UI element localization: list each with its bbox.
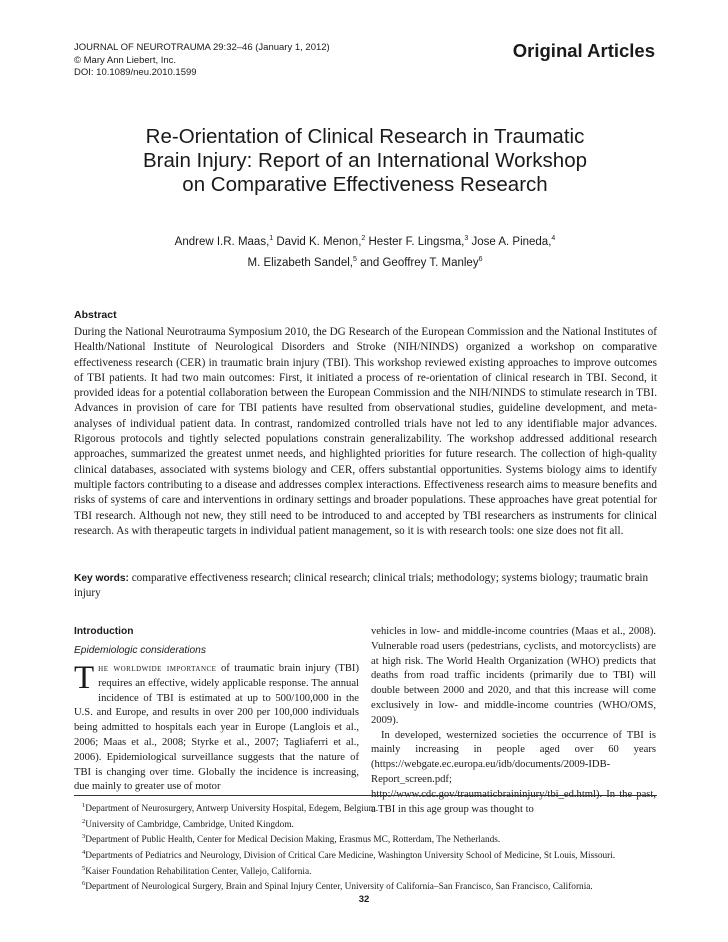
author-name: David K. Menon, [276, 235, 362, 248]
title-line: on Comparative Effectiveness Research [182, 173, 548, 196]
footnote-mark: 6 [82, 880, 86, 888]
small-caps-lead: he worldwide importance [98, 663, 217, 674]
footnote-text: University of Cambridge, Cambridge, United Kingdom. [85, 819, 294, 830]
author-name: and Geoffrey T. Manley [360, 256, 479, 269]
abstract-text: During the National Neurotrauma Symposium 2010, the DG Research of the European Commission and the National Institutes of Health/National Institute of Neurological Disorders and Stroke (NIH/NINDS) organized a workshop on comparative effectiveness research (CER) in traumatic brain injury (TBI). This workshop reviewed existing approaches to improve outcomes of TBI patients. It had two main outcomes: First, it initiated a process of re-orientation of clinical research in TBI. Second, it provided ideas for a potential collaboration between the European Commission and the NIH/NINDS to stimulate research in TBI. Advances in provision of care for TBI patients have resulted from observational studies, guideline development, and meta-analyses of individual patient data. In contrast, randomized controlled trials have not led to any identifiable major advances. Rigorous protocols and tightly selected populations constrain generalizability. The workshop addressed additional research approaches, summarized the greatest unmet needs, and highlighted priorities for future research. The collection of high-quality clinical databases, associated with systems biology and CER, offers substantial opportunities. Systems biology aims to identify multiple factors contributing to a disease and addresses complex interactions. Effectiveness research aims to measure benefits and risks of systems of care and interventions in ordinary settings and broader populations. These approaches have great potential for TBI research. Although not new, they still need to be introduced to and accepted by TBI researchers as instruments for clinical research. As with therapeutic targets in individual patient management, so it is with research tools: one size does not fit all. [74, 326, 657, 537]
author-line-1 [74, 230, 656, 251]
affiliation-mark: 6 [478, 255, 483, 263]
article-title [74, 125, 656, 197]
keywords-text: comparative effectiveness research; clinical research; clinical trials; methodology; systems biology; traumatic brain injury [74, 572, 649, 600]
footnote [74, 816, 657, 832]
author-name: Andrew I.R. Maas, [174, 235, 270, 248]
affiliation-mark: 4 [551, 235, 556, 242]
keywords-label: Key words: [74, 573, 129, 584]
doi-line: DOI: 10.1089/neu.2010.1599 [74, 67, 197, 78]
footnote-mark: 5 [82, 864, 86, 872]
abstract-heading: Abstract [74, 309, 117, 321]
author-line-2 [74, 251, 656, 272]
page-number: 32 [358, 894, 370, 905]
footnote [74, 878, 657, 894]
footnote-divider [74, 795, 657, 796]
footnote [74, 831, 657, 847]
paragraph: In developed, westernized societies the occurrence of TBI is mainly increasing in people aged over 60 years (https://webgate.ec.europa.eu/idb/documents/2009-IDB-Report_screen.pdf; http://www.cdc.gov/traumaticbraininjury/tbi_ed.html). In the past, a TBI in this age group was thought to [371, 729, 656, 815]
affiliation-mark: 2 [361, 235, 366, 242]
footnote-text: Department of Public Health, Center for Medical Decision Making, Erasmus MC, Rotterdam, The Netherlands. [85, 835, 501, 846]
author-name: Jose A. Pineda, [471, 235, 552, 248]
footnote-mark: 1 [82, 802, 86, 809]
body-column-right [371, 625, 656, 817]
footnote [74, 800, 657, 816]
drop-cap: T [74, 660, 95, 696]
affiliation-mark: 3 [464, 235, 469, 242]
footnote-mark: 2 [82, 817, 86, 825]
keywords [74, 571, 657, 602]
body-text: of traumatic brain injury (TBI) requires an effective, widely applicable response. The annual incidence of TBI is estimated at up to 500/100,000 in the U.S. and Europe, and results in over 200 per 100,000 individuals being admitted to hospitals each year in Europe (Langlois et al., 2006; Maas et al., 2008; Styrke et al., 2007; Tagliaferri et al., 2006). Epidemiological surveillance suggests that the nature of TBI is changing over time. Globally the incidence is increasing, due mainly to greater use of motor [74, 663, 359, 793]
footnote-text: Kaiser Foundation Rehabilitation Center, Vallejo, California. [85, 866, 312, 877]
copyright-line: © Mary Ann Liebert, Inc. [74, 54, 177, 66]
footnote [74, 847, 657, 863]
footnote-text: Department of Neurological Surgery, Brain and Spinal Injury Center, University of California–San Francisco, San Francisco, California. [85, 882, 593, 893]
footnote-mark: 4 [82, 849, 86, 857]
body-column-left [74, 662, 359, 795]
footnote-text: Departments of Pediatrics and Neurology, Division of Critical Care Medicine, Washington University School of Medicine, St Louis, Missouri. [85, 851, 616, 862]
journal-header [74, 42, 330, 80]
author-name: M. Elizabeth Sandel, [247, 256, 353, 269]
section-label: Original Articles [512, 40, 655, 61]
author-name: Hester F. Lingsma, [368, 235, 465, 248]
title-line: Re-Orientation of Clinical Research in Traumatic [145, 125, 585, 148]
author-list [74, 230, 656, 272]
affiliations-footnotes [74, 800, 657, 894]
subsection-heading: Epidemiologic considerations [74, 645, 206, 656]
affiliation-mark: 5 [352, 255, 357, 263]
journal-citation: JOURNAL OF NEUROTRAUMA 29:32–46 (January 1, 2012) [74, 42, 330, 53]
title-line: Brain Injury: Report of an International Workshop [142, 149, 588, 172]
footnote-mark: 3 [82, 833, 86, 841]
footnote [74, 863, 657, 879]
footnote-text: Department of Neurosurgery, Antwerp University Hospital, Edegem, Belgium. [85, 804, 379, 815]
paragraph: vehicles in low- and middle-income countries (Maas et al., 2008). Vulnerable road users (pedestrians, cyclists, and motorcyclists) are at high risk. The World Health Organization (WHO) predicts that deaths from road traffic incidents (primarily due to TBI) will double between 2000 and 2020, and that this increase will come exclusively in low- and middle-income countries (WHO/OMS, 2009). [371, 626, 656, 726]
section-heading-introduction: Introduction [74, 626, 134, 637]
affiliation-mark: 1 [269, 235, 274, 242]
